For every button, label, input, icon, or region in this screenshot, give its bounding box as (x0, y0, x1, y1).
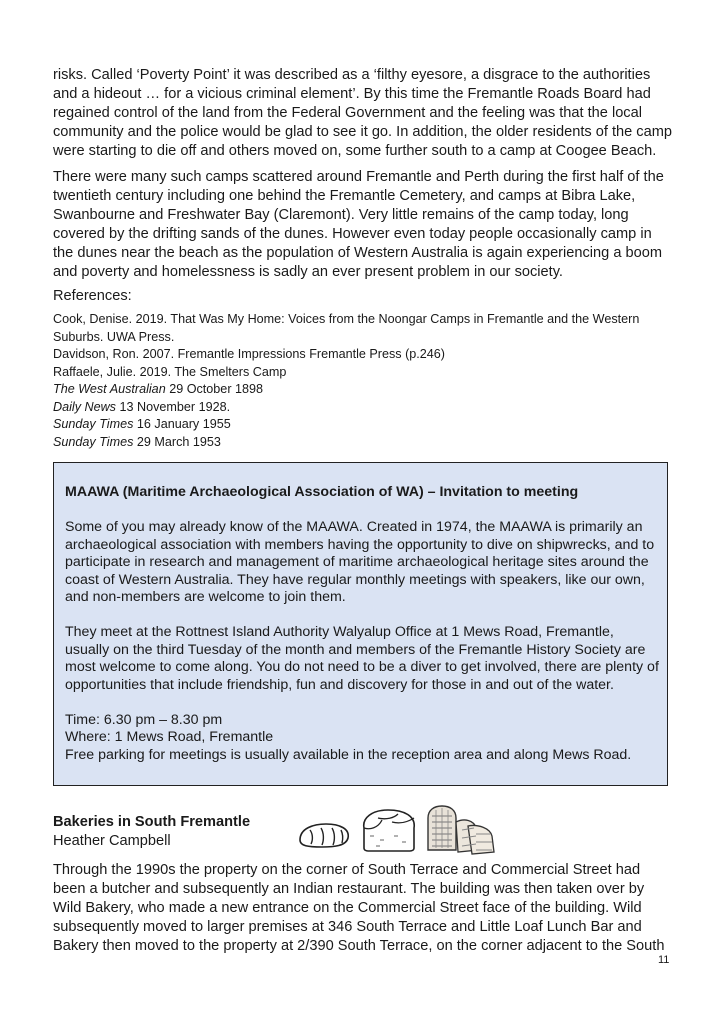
notice-paragraph-intro: Some of you may already know of the MAAWA. Created in 1974, the MAAWA is primarily an archaeological association with members having the opportunity to dive on shipwrecks, and to participate in research and management of maritime archaeological heritage sites around the coast of Western Australia. They have regular monthly meetings with speakers, like our own, and non-members are welcome to join them. (65, 519, 655, 605)
paragraph-bakeries: Through the 1990s the property on the corner of South Terrace and Commercial Street had been a butcher and subsequently an Indian restaurant. The building was then taken over by Wild Bakery, who made a new entrance on the Commercial Street face of the building. Wild subsequently moved to larger premises at 346 South Terrace and Little Loaf Lunch Bar and Bakery then moved to the property at 2/390 South Terrace, on the corner adjacent to the South (53, 862, 665, 954)
notice-where: Where: 1 Mews Road, Fremantle (65, 729, 274, 745)
maawa-notice-box (53, 462, 668, 786)
reference-item: The West Australian 29 October 1898 (53, 382, 264, 396)
reference-item: Sunday Times 29 March 1953 (53, 434, 221, 449)
reference-item: Sunday Times 16 January 1955 (53, 417, 231, 431)
references-heading: References: (53, 288, 132, 304)
section-author: Heather Campbell (53, 833, 171, 849)
paragraph-poverty-point: risks. Called ‘Poverty Point’ it was described as a ‘filthy eyesore, a disgrace to the authorities and a hideout … for a vicious criminal element’. By this time the Fremantle Roads Board had regained control of the land from the Federal Government and the feeling was that the local community and the police would be glad to see it go. In addition, the older residents of the camp were starting to die off and others moved on, some further south to a camp at Coogee Beach. (53, 67, 672, 159)
sliced-bread-icon (424, 804, 500, 856)
bread-loaf-icon (358, 806, 420, 854)
reference-item: Daily News 13 November 1928. (53, 399, 231, 414)
paragraph-camps: There were many such camps scattered around Fremantle and Perth during the first half of the twentieth century including one behind the Fremantle Cemetery, and camps at Bibra Lake, Swanbourne and Freshwater Bay (Claremont). Very little remains of the camp today, long covered by the drifting sands of the dunes. However even today people occasionally camp in the dunes near the beach as the population of Western Australia is again experiencing a boom and poverty and homelessness is sadly an ever present problem in our society. (53, 169, 664, 280)
notice-time: Time: 6.30 pm – 8.30 pm (65, 711, 223, 728)
notice-title: MAAWA (Maritime Archaeological Association of WA) – Invitation to meeting (65, 484, 579, 500)
notice-paragraph-meeting: They meet at the Rottnest Island Authority Walyalup Office at 1 Mews Road, Fremantle, usually on the third Tuesday of the month and members of the Fremantle History Society are most welcome to come along. You do not need to be a diver to get involved, there are plenty of opportunities that include friendship, fun and discovery for those in and out of the water. (65, 624, 659, 693)
notice-parking: Free parking for meetings is usually available in the reception area and along Mews Road. (65, 746, 632, 763)
baguette-icon (296, 820, 352, 850)
reference-item: Raffaele, Julie. 2019. The Smelters Camp (53, 364, 287, 379)
reference-item: Davidson, Ron. 2007. Fremantle Impressions Fremantle Press (p.246) (53, 347, 445, 361)
notice-details (65, 712, 660, 765)
page-number: 11 (658, 954, 670, 966)
references-list (53, 311, 673, 451)
section-title: Bakeries in South Fremantle (53, 814, 251, 830)
reference-item: Cook, Denise. 2019. That Was My Home: Voices from the Noongar Camps in Fremantle and the Western Suburbs. UWA Press. (53, 312, 640, 344)
